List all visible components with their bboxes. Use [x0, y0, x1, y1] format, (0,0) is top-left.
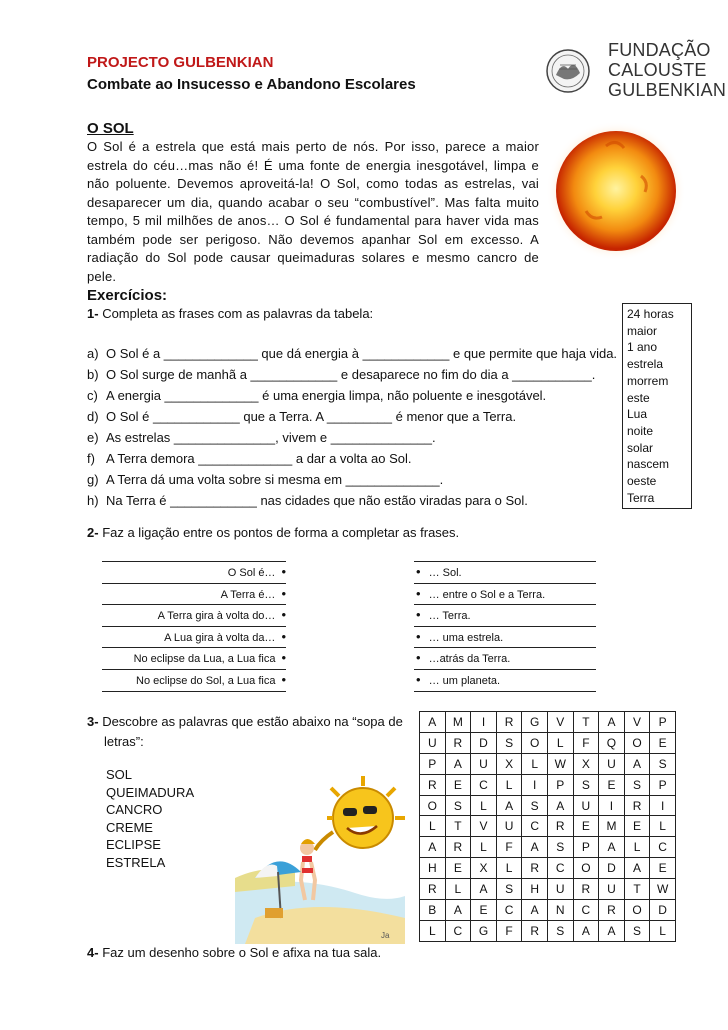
grid-cell[interactable]: A — [599, 712, 625, 733]
grid-cell[interactable]: R — [547, 816, 573, 837]
grid-cell[interactable]: S — [547, 837, 573, 858]
exercises-title: Exercícios: — [87, 287, 168, 304]
word-bank-item: 24 horas — [627, 307, 674, 321]
word-bank-item: morrem — [627, 373, 669, 388]
match-right-item — [414, 584, 596, 606]
bullet-point[interactable]: • — [416, 650, 421, 666]
grid-cell[interactable]: I — [522, 774, 548, 795]
bullet-point[interactable]: • — [416, 671, 421, 687]
word-bank-item: solar — [627, 440, 654, 455]
list-item — [87, 343, 617, 364]
grid-cell[interactable]: E — [650, 858, 676, 879]
grid-cell[interactable]: V — [624, 712, 650, 733]
grid-cell[interactable]: S — [445, 795, 471, 816]
item-text: A energia _____________ é uma energia limpa, não poluente e inesgotável. — [106, 388, 547, 403]
grid-cell[interactable]: A — [522, 900, 548, 921]
grid-cell[interactable]: F — [496, 837, 522, 858]
grid-cell[interactable]: L — [420, 920, 446, 941]
word-bank-box — [622, 303, 692, 509]
grid-cell[interactable]: S — [496, 732, 522, 753]
grid-cell[interactable]: L — [650, 920, 676, 941]
match-right-text: … Sol. — [428, 567, 462, 579]
grid-cell[interactable]: E — [445, 858, 471, 879]
bullet-point[interactable]: • — [281, 650, 286, 666]
grid-cell[interactable]: E — [573, 816, 599, 837]
grid-cell[interactable]: T — [445, 816, 471, 837]
grid-cell[interactable]: P — [420, 753, 446, 774]
word-search-grid — [419, 711, 676, 942]
grid-cell[interactable]: S — [624, 774, 650, 795]
question-4-number: 4- — [87, 945, 99, 960]
question-3 — [87, 712, 434, 752]
match-left-item — [102, 605, 286, 627]
match-left-item — [102, 627, 286, 649]
logo-line-2: CALOUSTE — [608, 60, 707, 80]
grid-cell[interactable]: I — [650, 795, 676, 816]
word-bank-item: 1 ano — [627, 340, 658, 355]
search-word: ECLIPSE — [106, 837, 161, 853]
grid-cell[interactable]: O — [624, 900, 650, 921]
grid-cell[interactable]: Q — [599, 732, 625, 753]
item-text: Na Terra é ____________ nas cidades que não estão viradas para o Sol. — [106, 493, 528, 508]
grid-cell[interactable]: P — [650, 774, 676, 795]
word-bank-item: este — [627, 390, 650, 405]
list-item — [87, 406, 617, 427]
grid-cell[interactable]: L — [624, 837, 650, 858]
matching-right-column — [414, 561, 596, 692]
match-right-text: …atrás da Terra. — [428, 653, 511, 666]
grid-cell[interactable]: U — [599, 879, 625, 900]
item-text: O Sol surge de manhã a ____________ e desaparece no fim do dia a ___________. — [106, 367, 596, 382]
word-bank-item: estrela — [627, 357, 664, 372]
question-1 — [87, 306, 373, 321]
item-letter: e) — [87, 430, 99, 445]
grid-cell[interactable]: W — [650, 879, 676, 900]
grid-cell[interactable]: V — [547, 712, 573, 733]
grid-cell[interactable]: O — [624, 732, 650, 753]
item-letter: a) — [87, 346, 99, 361]
grid-cell[interactable]: C — [471, 774, 497, 795]
grid-cell[interactable]: C — [650, 837, 676, 858]
grid-cell[interactable]: L — [420, 816, 446, 837]
word-bank-item: Lua — [627, 407, 648, 422]
grid-cell[interactable]: E — [624, 816, 650, 837]
grid-cell[interactable]: R — [599, 900, 625, 921]
grid-cell[interactable]: R — [420, 774, 446, 795]
grid-cell[interactable]: A — [445, 753, 471, 774]
logo-line-3: GULBENKIAN — [608, 80, 727, 100]
search-word: CANCRO — [106, 802, 163, 818]
grid-cell[interactable]: U — [599, 753, 625, 774]
item-letter: h) — [87, 493, 99, 508]
grid-cell[interactable]: L — [445, 879, 471, 900]
foundation-logo-text — [608, 40, 726, 100]
grid-cell[interactable]: V — [471, 816, 497, 837]
grid-cell[interactable]: L — [650, 816, 676, 837]
grid-cell[interactable]: A — [573, 920, 599, 941]
matching-left-column — [102, 561, 286, 692]
list-item — [87, 490, 617, 511]
grid-row — [420, 816, 676, 837]
grid-cell[interactable]: G — [471, 920, 497, 941]
grid-cell[interactable]: E — [445, 774, 471, 795]
grid-cell[interactable]: A — [522, 837, 548, 858]
grid-cell[interactable]: L — [547, 732, 573, 753]
grid-cell[interactable]: I — [599, 795, 625, 816]
grid-cell[interactable]: A — [471, 879, 497, 900]
grid-row — [420, 879, 676, 900]
search-word: QUEIMADURA — [106, 784, 195, 800]
grid-cell[interactable]: D — [599, 858, 625, 879]
item-text: A Terra demora _____________ a dar a volta ao Sol. — [106, 451, 412, 466]
bullet-point[interactable]: • — [416, 628, 421, 644]
grid-cell[interactable]: A — [624, 753, 650, 774]
match-left-item — [102, 584, 286, 606]
grid-row — [420, 753, 676, 774]
word-search-list — [106, 766, 194, 872]
match-right-item — [414, 627, 596, 649]
grid-row — [420, 712, 676, 733]
grid-cell[interactable]: X — [471, 858, 497, 879]
grid-cell[interactable]: C — [522, 816, 548, 837]
match-right-text: … entre o Sol e a Terra. — [428, 588, 546, 601]
question-3-text: Descobre as palavras que estão abaixo na “sopa de letras”: — [102, 714, 403, 749]
grid-cell[interactable]: R — [522, 920, 548, 941]
grid-cell[interactable]: S — [496, 879, 522, 900]
grid-row — [420, 900, 676, 921]
grid-row — [420, 837, 676, 858]
match-right-text: … Terra. — [428, 610, 471, 623]
grid-cell[interactable]: O — [522, 732, 548, 753]
grid-cell[interactable]: A — [445, 900, 471, 921]
item-text: As estrelas ______________, vivem e ______________. — [106, 430, 436, 445]
grid-cell[interactable]: E — [650, 732, 676, 753]
grid-cell[interactable]: L — [496, 858, 522, 879]
word-bank-item: oeste — [627, 474, 657, 489]
grid-cell[interactable]: T — [624, 879, 650, 900]
list-item — [87, 448, 617, 469]
item-letter: g) — [87, 472, 99, 487]
bullet-point[interactable]: • — [281, 628, 286, 644]
item-text: O Sol é a _____________ que dá energia à ____________ e que permite que haja vida. — [106, 346, 618, 361]
match-left-text: A Terra gira à volta do… — [157, 610, 276, 623]
grid-cell[interactable]: M — [445, 712, 471, 733]
grid-cell[interactable]: U — [471, 753, 497, 774]
grid-cell[interactable]: E — [599, 774, 625, 795]
grid-cell[interactable]: D — [650, 900, 676, 921]
question-2-text: Faz a ligação entre os pontos de forma a completar as frases. — [102, 525, 460, 540]
item-text: O Sol é ____________ que a Terra. A _________ é menor que a Terra. — [106, 409, 517, 424]
grid-cell[interactable]: L — [471, 795, 497, 816]
grid-cell[interactable]: R — [624, 795, 650, 816]
list-item — [87, 364, 617, 385]
match-left-item — [102, 561, 286, 584]
grid-cell[interactable]: R — [445, 732, 471, 753]
grid-cell[interactable]: A — [599, 920, 625, 941]
grid-cell[interactable]: U — [547, 879, 573, 900]
grid-cell[interactable]: A — [496, 795, 522, 816]
search-word: SOL — [106, 767, 133, 782]
word-bank-item: noite — [627, 423, 654, 438]
grid-cell[interactable]: C — [496, 900, 522, 921]
list-item — [87, 385, 617, 406]
question-2 — [87, 525, 459, 540]
item-letter: b) — [87, 367, 99, 382]
bullet-point[interactable]: • — [416, 607, 421, 623]
grid-cell[interactable]: S — [522, 795, 548, 816]
grid-cell[interactable]: S — [624, 920, 650, 941]
sun-photo — [546, 116, 686, 266]
grid-cell[interactable]: H — [420, 858, 446, 879]
grid-cell[interactable]: D — [471, 732, 497, 753]
svg-text:Ja: Ja — [381, 931, 390, 940]
question-4 — [87, 945, 381, 960]
grid-cell[interactable]: U — [496, 816, 522, 837]
grid-cell[interactable]: F — [496, 920, 522, 941]
match-right-text: … uma estrela. — [428, 631, 504, 644]
question-1-text: Completa as frases com as palavras da tabela: — [102, 306, 374, 321]
word-bank-item: nascem — [627, 457, 670, 472]
bullet-point[interactable]: • — [281, 671, 286, 687]
grid-cell[interactable]: U — [420, 732, 446, 753]
grid-cell[interactable]: T — [573, 712, 599, 733]
grid-cell[interactable]: A — [420, 837, 446, 858]
bullet-point[interactable]: • — [416, 564, 421, 579]
grid-cell[interactable]: S — [547, 920, 573, 941]
grid-cell[interactable]: C — [445, 920, 471, 941]
bullet-point[interactable]: • — [281, 564, 286, 579]
grid-cell[interactable]: S — [650, 753, 676, 774]
grid-cell[interactable]: U — [573, 795, 599, 816]
grid-row — [420, 732, 676, 753]
match-left-text: A Terra é… — [220, 588, 276, 601]
search-word: ESTRELA — [106, 854, 166, 870]
grid-cell[interactable]: R — [496, 712, 522, 733]
grid-cell[interactable]: R — [445, 837, 471, 858]
grid-cell[interactable]: A — [624, 858, 650, 879]
grid-row — [420, 795, 676, 816]
grid-cell[interactable]: I — [471, 712, 497, 733]
grid-cell[interactable]: N — [547, 900, 573, 921]
grid-cell[interactable]: O — [420, 795, 446, 816]
grid-cell[interactable]: F — [573, 732, 599, 753]
section-title: O SOL — [87, 120, 134, 137]
grid-cell[interactable]: L — [496, 774, 522, 795]
grid-row — [420, 858, 676, 879]
grid-row — [420, 774, 676, 795]
grid-cell[interactable]: A — [599, 837, 625, 858]
bullet-point[interactable]: • — [281, 585, 286, 601]
match-right-text: … um planeta. — [428, 674, 501, 687]
question-1-number: 1- — [87, 306, 99, 321]
match-right-item — [414, 648, 596, 670]
item-letter: c) — [87, 388, 98, 403]
grid-cell[interactable]: A — [420, 712, 446, 733]
word-bank-item: Terra — [627, 490, 655, 505]
match-left-text: O Sol é… — [227, 567, 276, 579]
question-4-text: Faz um desenho sobre o Sol e afixa na tua sala. — [102, 945, 382, 960]
match-right-item — [414, 605, 596, 627]
grid-cell[interactable]: G — [522, 712, 548, 733]
grid-cell[interactable]: C — [547, 858, 573, 879]
match-left-text: No eclipse do Sol, a Lua fica — [136, 674, 276, 687]
grid-cell[interactable]: P — [573, 837, 599, 858]
grid-cell[interactable]: R — [573, 879, 599, 900]
beach-sun-cartoon — [235, 768, 405, 944]
grid-cell[interactable]: W — [547, 753, 573, 774]
match-right-item — [414, 670, 596, 692]
match-left-item — [102, 670, 286, 692]
grid-row — [420, 920, 676, 941]
item-letter: f) — [87, 451, 95, 466]
grid-cell[interactable]: E — [471, 900, 497, 921]
match-left-item — [102, 648, 286, 670]
bullet-point[interactable]: • — [416, 585, 421, 601]
project-title: PROJECTO GULBENKIAN — [87, 54, 274, 71]
grid-cell[interactable]: M — [599, 816, 625, 837]
grid-cell[interactable]: B — [420, 900, 446, 921]
item-text: A Terra dá uma volta sobre si mesma em _____________. — [106, 472, 444, 487]
grid-cell[interactable]: O — [573, 858, 599, 879]
grid-cell[interactable]: R — [420, 879, 446, 900]
grid-cell[interactable]: P — [650, 712, 676, 733]
match-left-text: No eclipse da Lua, a Lua fica — [133, 653, 276, 666]
question-3-number: 3- — [87, 714, 99, 729]
match-right-item — [414, 561, 596, 584]
intro-paragraph: O Sol é a estrela que está mais perto de nós. Por isso, parece a maior estrela do céu…mas não é! É uma fonte de energia inesgotável, limpa e não poluente. Devemos aproveitá-la! O Sol, como todas as estrelas, vai desaparecer um dia, quando acabar o seu “combustível”. Mas falta muito tempo, 5 mil milhões de anos… O Sol é fundamental para haver vida mas também pode ser perigoso. Não devemos apanhar Sol em excesso. A radiação do Sol pode causar queimaduras solares e mesmo cancro de pele. — [87, 139, 539, 284]
list-item — [87, 427, 617, 448]
list-item — [87, 469, 617, 490]
logo-line-1: FUNDAÇÃO — [608, 40, 711, 60]
search-word: CREME — [106, 819, 153, 835]
grid-cell[interactable]: A — [547, 795, 573, 816]
grid-cell[interactable]: X — [496, 753, 522, 774]
grid-cell[interactable]: R — [522, 858, 548, 879]
project-subtitle: Combate ao Insucesso e Abandono Escolares — [87, 76, 416, 93]
grid-cell[interactable]: P — [547, 774, 573, 795]
grid-cell[interactable]: H — [522, 879, 548, 900]
match-left-text: A Lua gira à volta da… — [164, 631, 276, 644]
item-letter: d) — [87, 409, 99, 424]
bullet-point[interactable]: • — [281, 607, 286, 623]
grid-cell[interactable]: L — [522, 753, 548, 774]
grid-cell[interactable]: S — [573, 774, 599, 795]
question-2-number: 2- — [87, 525, 99, 540]
grid-cell[interactable]: C — [573, 900, 599, 921]
grid-cell[interactable]: L — [471, 837, 497, 858]
grid-cell[interactable]: X — [573, 753, 599, 774]
sentence-list — [87, 343, 617, 511]
word-bank-item: maior — [627, 323, 658, 338]
